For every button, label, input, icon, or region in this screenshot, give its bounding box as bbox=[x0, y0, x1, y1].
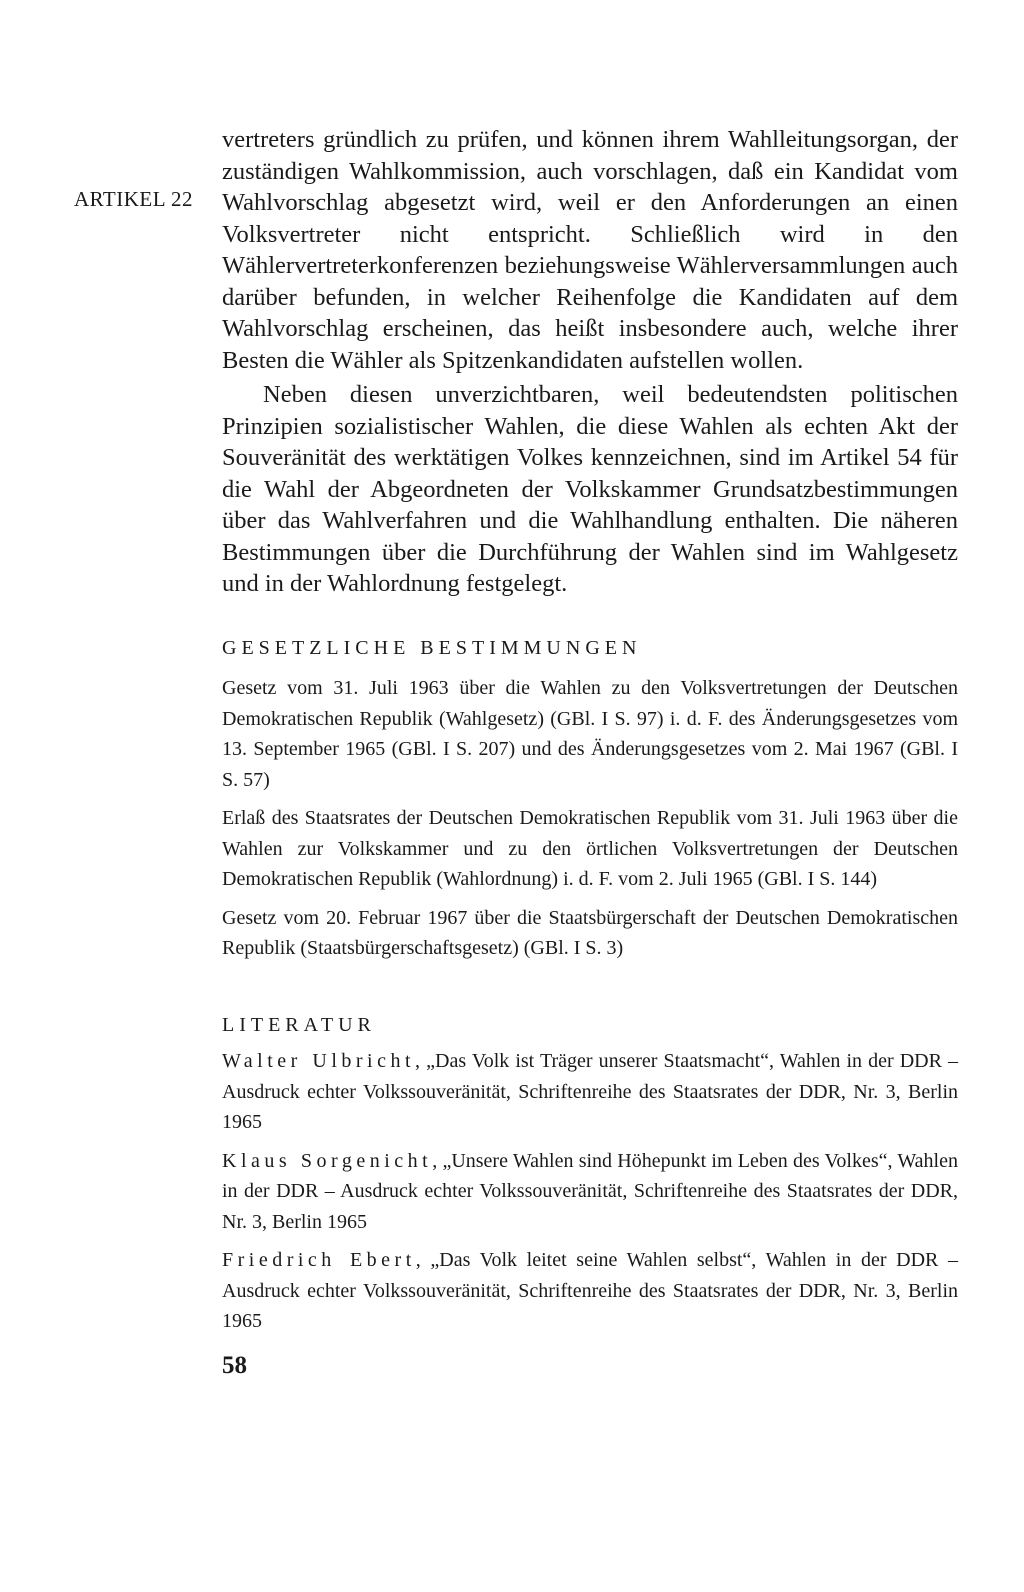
literature-author: Friedrich Ebert bbox=[222, 1249, 416, 1271]
literature-citation: , „Das Volk leitet seine Wahlen selbst“, Wahlen in der DDR – Ausdruck echter Volkssouveränität, Schriftenreihe des Staatsrates der DDR, Nr. 3, Berlin 1965 bbox=[222, 1249, 958, 1332]
body-paragraph: vertreters gründlich zu prüfen, und können ihrem Wahlleitungsorgan, der zuständigen Wahlkommission, auch vorschlagen, daß ein Kandidat vom Wahlvorschlag abgesetzt wird, weil er den Anforderungen an einen Volksvertreter nicht entspricht. Schließlich wird in den Wählervertreterkonferenzen beziehungsweise Wählerversammlungen auch darüber befunden, in welcher Reihenfolge die Kandidaten auf dem Wahlvorschlag erscheinen, das heißt insbesondere auch, welche ihrer Besten die Wähler als Spitzenkandidaten aufstellen wollen. bbox=[222, 126, 958, 374]
literature-entry bbox=[222, 1046, 958, 1138]
literature-citation: , „Das Volk ist Träger unserer Staatsmacht“, Wahlen in der DDR – Ausdruck echter Volkssouveränität, Schriftenreihe des Staatsrates der DDR, Nr. 3, Berlin 1965 bbox=[222, 1050, 959, 1133]
literature-author: Walter Ulbricht bbox=[222, 1050, 416, 1072]
law-reference: Gesetz vom 20. Februar 1967 über die Staatsbürgerschaft der Deutschen Demokratischen Republik (Staatsbürgerschaftsgesetz) (GBl. I S. 3) bbox=[222, 906, 958, 959]
article-margin-note: ARTIKEL 22 bbox=[74, 187, 194, 211]
laws-heading: GESETZLICHE BESTIMMUNGEN bbox=[222, 637, 642, 659]
literature-heading: LITERATUR bbox=[222, 1014, 376, 1036]
law-reference: Erlaß des Staatsrates der Deutschen Demokratischen Republik vom 31. Juli 1963 über die Wahlen zur Volkskammer und zu den örtlichen Volksvertretungen der Deutschen Demokratischen Republik (Wahlordnung) i. d. F. vom 2. Juli 1965 (GBl. I S. 144) bbox=[222, 807, 958, 890]
page-number: 58 bbox=[222, 1352, 247, 1379]
literature-citation: , „Unsere Wahlen sind Höhepunkt im Leben des Volkes“, Wahlen in der DDR – Ausdruck echter Volkssouveränität, Schriftenreihe des Staatsrates der DDR, Nr. 3, Berlin 1965 bbox=[222, 1149, 958, 1233]
body-paragraph: Neben diesen unverzichtbaren, weil bedeutendsten politischen Prinzipien sozialistischer Wahlen, die diese Wahlen als echten Akt der Souveränität des werktätigen Volkes kennzeichnen, sind im Artikel 54 für die Wahl der Abgeordneten der Volkskammer Grundsatzbestimmungen über das Wahlverfahren und die Wahlhandlung enthalten. Die näheren Bestimmungen über die Durchführung der Wahlen sind im Wahlgesetz und in der Wahlordnung festgelegt. bbox=[222, 381, 958, 597]
literature-entry bbox=[222, 1146, 958, 1238]
law-reference: Gesetz vom 31. Juli 1963 über die Wahlen zu den Volksvertretungen der Deutschen Demokratischen Republik (Wahlgesetz) (GBl. I S. 97) i. d. F. des Änderungsgesetzes vom 13. September 1965 (GBl. I S. 207) und des Änderungsgesetzes vom 2. Mai 1967 (GBl. I S. 57) bbox=[222, 677, 958, 791]
literature-author: Klaus Sorgenicht bbox=[222, 1149, 433, 1172]
laws-list bbox=[222, 673, 958, 972]
body-text bbox=[222, 124, 958, 600]
literature-entry bbox=[222, 1245, 958, 1337]
literature-list bbox=[222, 1046, 958, 1345]
